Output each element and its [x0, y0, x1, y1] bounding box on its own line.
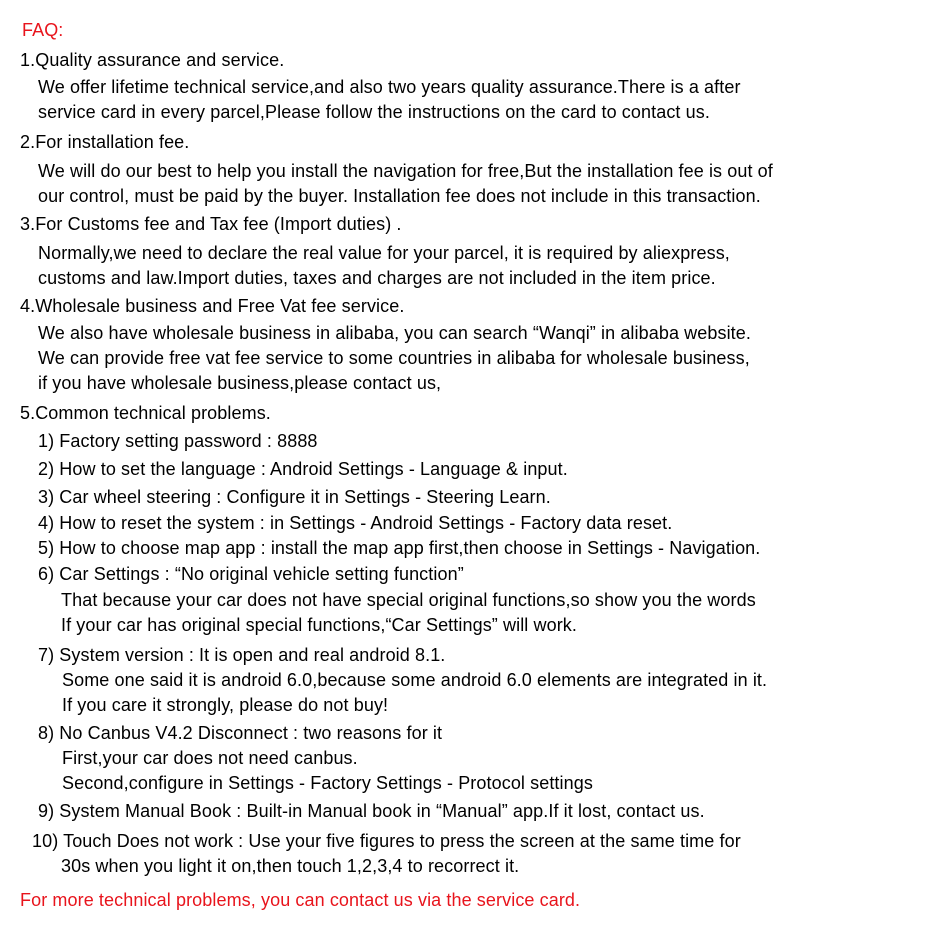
- problem-1: 1) Factory setting password : 8888: [38, 431, 318, 451]
- section-4-line-2: We can provide free vat fee service to some countries in alibaba for wholesale business,: [38, 348, 750, 368]
- problem-3: 3) Car wheel steering : Configure it in Settings - Steering Learn.: [38, 487, 551, 507]
- section-1-line-2: service card in every parcel,Please follow the instructions on the card to contact us.: [38, 102, 710, 122]
- problem-6: 6) Car Settings : “No original vehicle setting function”: [38, 564, 464, 584]
- problem-9: 9) System Manual Book : Built-in Manual book in “Manual” app.If it lost, contact us.: [38, 801, 705, 821]
- faq-title: FAQ:: [22, 20, 64, 40]
- problem-5: 5) How to choose map app : install the map app first,then choose in Settings - Navigation.: [38, 538, 761, 558]
- section-3-heading: 3.For Customs fee and Tax fee (Import duties) .: [20, 214, 402, 234]
- section-4-line-3: if you have wholesale business,please contact us,: [38, 373, 442, 393]
- problem-8-detail-1: First,your car does not need canbus.: [62, 748, 358, 768]
- section-3-line-2: customs and law.Import duties, taxes and charges are not included in the item price.: [38, 268, 716, 288]
- section-4-heading: 4.Wholesale business and Free Vat fee service.: [20, 296, 405, 316]
- section-2-heading: 2.For installation fee.: [20, 132, 190, 152]
- problem-4: 4) How to reset the system : in Settings - Android Settings - Factory data reset.: [38, 513, 673, 533]
- problem-10: 10) Touch Does not work : Use your five figures to press the screen at the same time for: [32, 831, 741, 851]
- section-1-line-1: We offer lifetime technical service,and also two years quality assurance.There is a after: [38, 77, 741, 97]
- problem-2: 2) How to set the language : Android Settings - Language & input.: [38, 459, 568, 479]
- section-2-line-2: our control, must be paid by the buyer. Installation fee does not include in this transaction.: [38, 186, 761, 206]
- section-2-line-1: We will do our best to help you install the navigation for free,But the installation fee is out of: [38, 161, 773, 181]
- problem-6-detail-2: If your car has original special functions,“Car Settings” will work.: [61, 615, 577, 635]
- section-5-heading: 5.Common technical problems.: [20, 403, 271, 423]
- problem-7-detail-2: If you care it strongly, please do not buy!: [62, 695, 389, 715]
- problem-6-detail-1: That because your car does not have special original functions,so show you the words: [61, 590, 756, 610]
- footer-contact-note: For more technical problems, you can contact us via the service card.: [20, 890, 581, 910]
- problem-8-detail-2: Second,configure in Settings - Factory Settings - Protocol settings: [62, 773, 593, 793]
- section-3-line-1: Normally,we need to declare the real value for your parcel, it is required by aliexpress,: [38, 243, 730, 263]
- problem-10-detail-1: 30s when you light it on,then touch 1,2,3,4 to recorrect it.: [61, 856, 520, 876]
- problem-7: 7) System version : It is open and real android 8.1.: [38, 645, 446, 665]
- section-4-line-1: We also have wholesale business in alibaba, you can search “Wanqi” in alibaba website.: [38, 323, 751, 343]
- problem-8: 8) No Canbus V4.2 Disconnect : two reasons for it: [38, 723, 443, 743]
- problem-7-detail-1: Some one said it is android 6.0,because some android 6.0 elements are integrated in it.: [62, 670, 768, 690]
- section-1-heading: 1.Quality assurance and service.: [20, 50, 285, 70]
